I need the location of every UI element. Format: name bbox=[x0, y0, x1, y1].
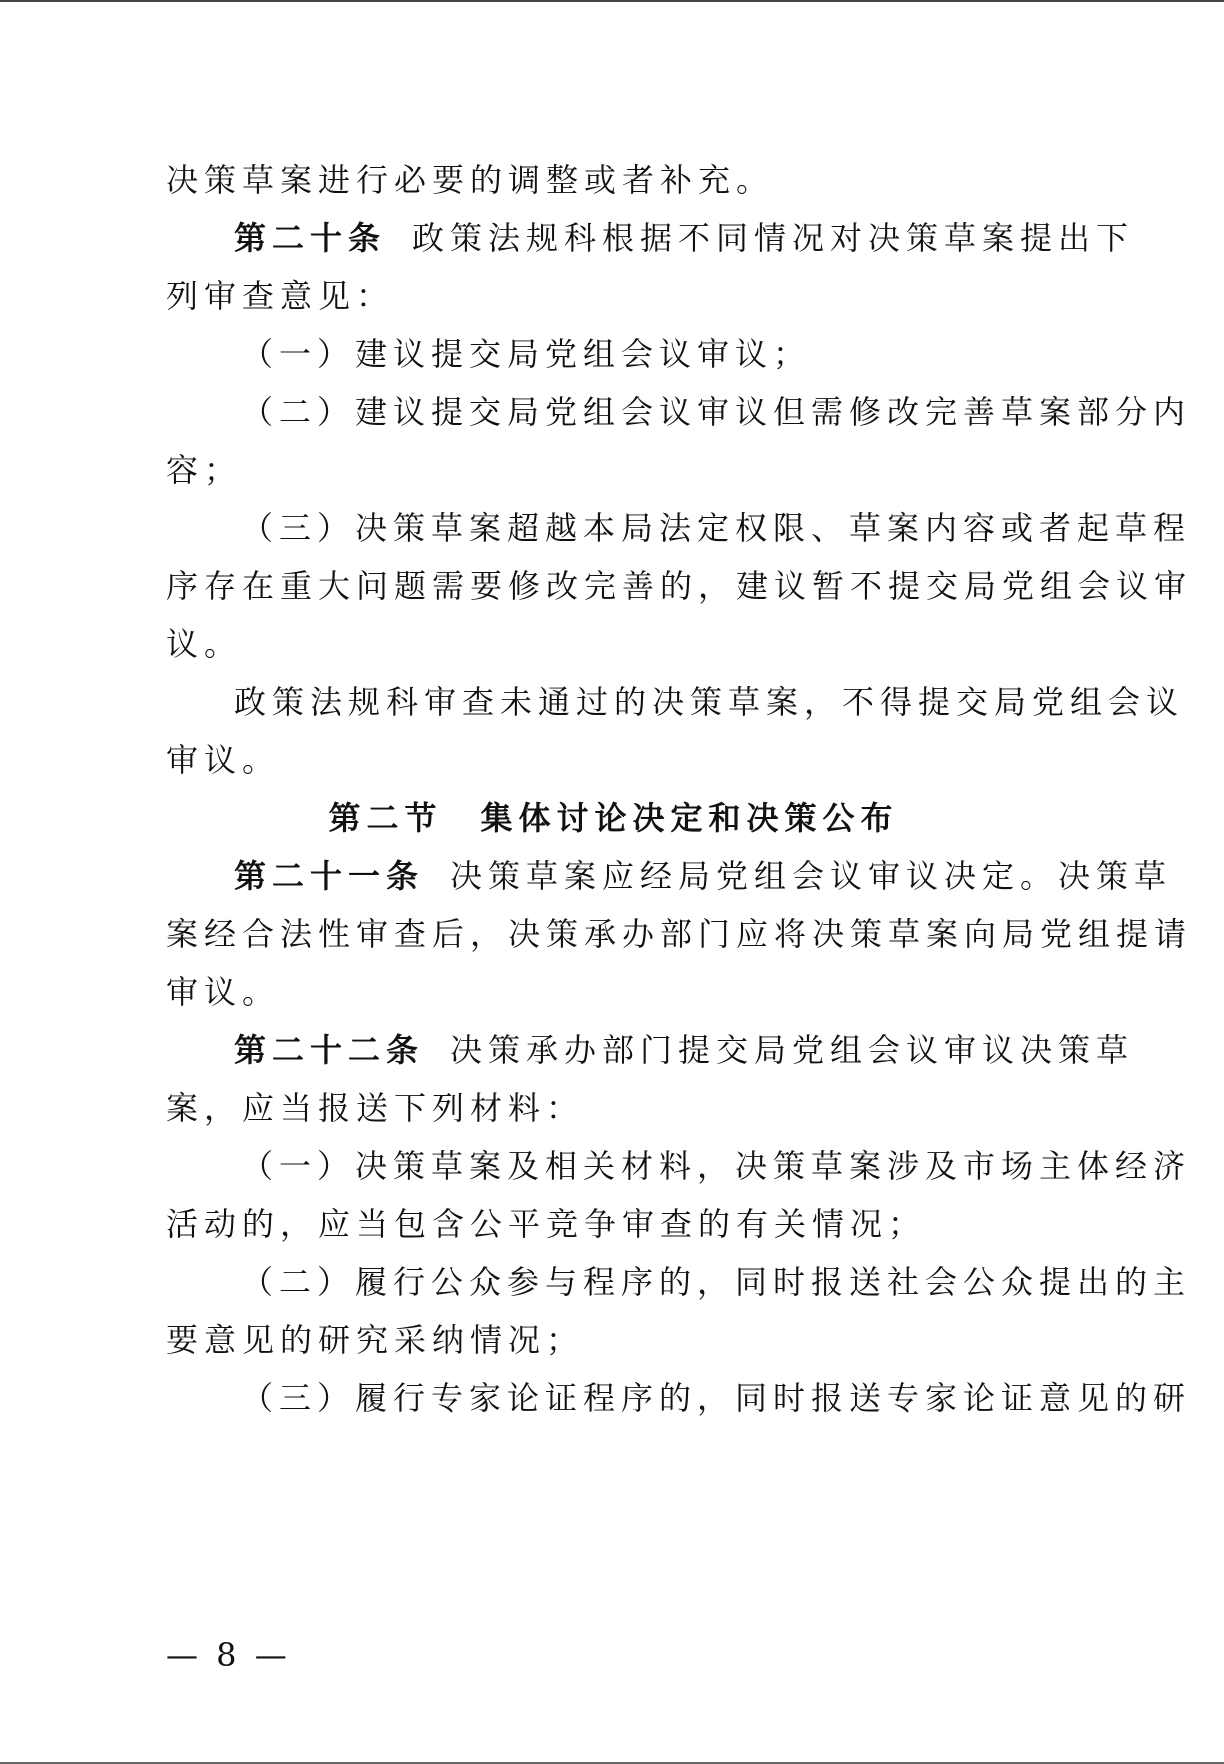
article-21-title: 第二十一条 bbox=[234, 857, 425, 895]
article-21-text: 决策草案应经局党组会议审议决定。决策草 bbox=[450, 857, 1173, 895]
text-line: 序存在重大问题需要修改完善的，建议暂不提交局党组会议审 bbox=[166, 567, 1193, 605]
text-line: 案经合法性审查后，决策承办部门应将决策草案向局党组提请 bbox=[166, 915, 1193, 953]
article-22-text: 决策承办部门提交局党组会议审议决策草 bbox=[450, 1031, 1135, 1069]
article-21-line bbox=[234, 856, 1172, 896]
list-item: （三）决策草案超越本局法定权限、草案内容或者起草程 bbox=[241, 509, 1192, 547]
section-heading: 第二节 集体讨论决定和决策公布 bbox=[328, 799, 899, 837]
text-line: 审议。 bbox=[166, 973, 281, 1011]
page-number: — 8 — bbox=[166, 1636, 291, 1674]
list-item: （三）履行专家论证程序的，同时报送专家论证意见的研 bbox=[241, 1379, 1192, 1417]
text-line: 容； bbox=[166, 451, 243, 489]
article-20-title: 第二十条 bbox=[234, 219, 387, 257]
list-item: （一）决策草案及相关材料，决策草案涉及市场主体经济 bbox=[241, 1147, 1192, 1185]
article-22-line bbox=[234, 1030, 1134, 1070]
text-line: 要意见的研究采纳情况； bbox=[166, 1321, 585, 1359]
paragraph-line: 政策法规科审查未通过的决策草案，不得提交局党组会议 bbox=[234, 683, 1185, 721]
text-line: 案，应当报送下列材料： bbox=[166, 1089, 585, 1127]
list-item: （二）履行公众参与程序的，同时报送社会公众提出的主 bbox=[241, 1263, 1192, 1301]
article-20-text: 政策法规科根据不同情况对决策草案提出下 bbox=[412, 219, 1135, 257]
article-22-title: 第二十二条 bbox=[234, 1031, 425, 1069]
top-border-line bbox=[0, 0, 1224, 2]
text-line: 审议。 bbox=[166, 741, 281, 779]
text-line: 活动的，应当包含公平竞争审查的有关情况； bbox=[166, 1205, 927, 1243]
list-item: （二）建议提交局党组会议审议但需修改完善草案部分内 bbox=[241, 393, 1192, 431]
text-line: 决策草案进行必要的调整或者补充。 bbox=[166, 161, 775, 199]
text-line: 列审查意见： bbox=[166, 277, 395, 315]
text-line: 议。 bbox=[166, 625, 243, 663]
list-item: （一）建议提交局党组会议审议； bbox=[241, 335, 812, 373]
article-20-line bbox=[234, 218, 1134, 258]
